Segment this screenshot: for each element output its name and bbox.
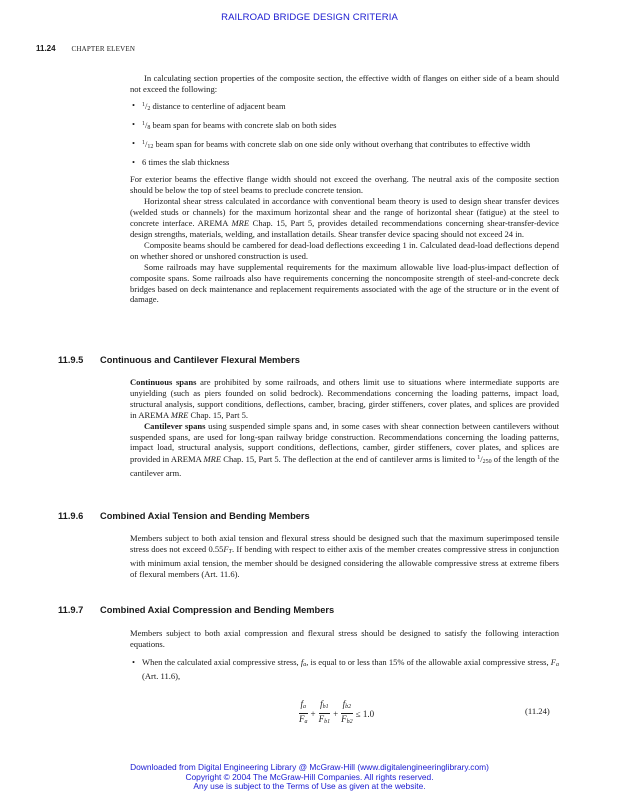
equation-term-axial: $\frac{f_a}{F_a}$ — [299, 699, 308, 725]
footer — [0, 763, 619, 792]
section-heading-11-9-7 — [58, 605, 334, 615]
list-item: • $^1/_2$ distance to centerline of adjacent beam — [132, 99, 286, 112]
equation-limit: ≤ 1.0 — [355, 708, 375, 719]
fraction-numerator: 1 — [142, 139, 145, 146]
intro-paragraph-1: In calculating section properties of the composite section, the effective width of flanges on either side of a beam should not exceed the following: — [130, 73, 559, 94]
section-title: Combined Axial Compression and Bending Members — [100, 605, 335, 615]
section-11-9-7-body — [130, 628, 559, 682]
fraction-numerator: 1 — [142, 101, 145, 108]
equation-number: (11.24) — [525, 706, 550, 716]
axial-compression-paragraph: Members subject to both axial compression and flexural stress should be designed to satisfy the following interaction equations. — [130, 628, 559, 649]
plus-sign: + — [333, 708, 339, 719]
footer-download-link[interactable]: Downloaded from Digital Engineering Library @ McGraw-Hill (www.digitalengineeringlibrary.com) — [130, 762, 489, 772]
footer-terms: Any use is subject to the Terms of Use as given at the website. — [193, 781, 426, 792]
axial-tension-paragraph: Members subject to both axial tension and flexural stress should be designed such that the maximum superimposed tensile stress does not exceed $0.55F_T$. If bending with respect to either axis of the member creates compressive stress in conjunction with minimum axial tension, the member should be designed considering the allowable compressive stress at extreme fibers of flexural members (Art. 11.6). — [130, 533, 559, 579]
section-heading-11-9-6 — [58, 511, 310, 521]
intro-paragraph-2: For exterior beams the effective flange width should not exceed the overhang. The neutral axis of the composite section should be below the top of steel beams to preclude concrete tension. — [130, 174, 559, 196]
running-header — [36, 44, 135, 53]
intro-block — [130, 73, 559, 305]
section-title: Combined Axial Tension and Bending Members — [100, 511, 310, 521]
intro-paragraph-3: Horizontal shear stress calculated in accordance with conventional beam theory is used to design shear transfer devices (welded studs or channels) for the maximum horizontal shear and the range of horizontal shear (fatigue) at the steel to concrete interface. AREMA MRE Chap. 15, Part 5, provides detailed recommendations concerning shear-transfer-device design strengths, materials, welding, and installation details. Shear transfer device spacing should not exceed 24 in. — [130, 196, 559, 239]
list-item: • When the calculated axial compressive stress, $f_a$, is equal to or less than 15% of the allowable axial compressive stress, $F_a$ (Art. 11.6), — [132, 656, 559, 681]
section-number: 11.9.7 — [58, 605, 84, 615]
flange-width-list — [130, 100, 559, 168]
list-item: • $^1/_8$ beam span for beams with concrete slab on both sides — [132, 118, 337, 131]
page-number: 11.24 — [36, 44, 56, 53]
plus-sign: + — [310, 708, 316, 719]
section-heading-11-9-5 — [58, 355, 300, 365]
section-title: Continuous and Cantilever Flexural Members — [100, 355, 300, 365]
section-11-9-6-body — [130, 533, 559, 580]
fraction-denominator: 12 — [147, 143, 154, 150]
section-number: 11.9.5 — [58, 355, 84, 365]
section-11-9-5-body — [130, 377, 559, 479]
list-item-text: beam span for beams with concrete slab on both sides — [150, 119, 337, 130]
list-item-text: 6 times the slab thickness — [142, 156, 230, 167]
section-number: 11.9.6 — [58, 511, 84, 521]
continuous-spans-paragraph: Continuous spans are prohibited by some railroads, and others limit use to situations where intermediate supports are unyielding (such as piers founded on solid bedrock). Recommendations concerning the loading patterns, impact load, structural analysis, support conditions, deflections, camber, bracing, girder stiffeners, cover plates, and splices are provided in AREMA MRE Chap. 15, Part 5. — [130, 377, 559, 420]
footer-copyright: Copyright © 2004 The McGraw-Hill Companies. All rights reserved. — [185, 771, 434, 782]
fraction-denominator: 2 — [147, 105, 151, 112]
list-item: • 6 times the slab thickness — [132, 156, 230, 167]
list-item: • $^1/_{12}$ beam span for beams with concrete slab on one side only without overhang that contributes to effective width — [132, 137, 531, 150]
fraction-numerator: 1 — [142, 120, 145, 127]
intro-paragraph-4: Composite beams should be cambered for dead-load deflections exceeding 1 in. Calculated dead-load deflections depend on whether shored or unshored construction is used. — [130, 239, 559, 261]
equation-term-bending-2: $\frac{f_{b2}}{F_{b2}}$ — [341, 699, 353, 725]
cantilever-spans-paragraph: Cantilever spans using suspended simple spans and, in some cases with shear connection between cantilevers without suspended spans, are used for long-span railway bridge construction. Recommendations concerning the loading patterns, impact load, structural analysis, support conditions, deflections, camber, girder stiffeners, cover plates, and splices are provided in AREMA MRE Chap. 15, Part 5. The deflection at the end of cantilever arms is limited to $^1/_{250}$ of the length of the cantilever arm. — [130, 420, 559, 479]
equation-term-bending-1: $\frac{f_{b1}}{F_{b1}}$ — [318, 699, 331, 725]
banner-title: RAILROAD BRIDGE DESIGN CRITERIA — [221, 12, 398, 23]
intro-paragraph-5: Some railroads may have supplemental requirements for the maximum allowable live load-plus-impact deflection of composite spans. Some railroads also have requirements concerning the noncomposite strength of steel-and-concrete deck bridges based on deck maintenance and replacement requirements associated with the age of the structure or in the event of damage. — [130, 261, 559, 305]
interaction-equation — [298, 699, 376, 728]
list-item-text: beam span for beams with concrete slab on one side only without overhang that contributes to effective width — [153, 138, 531, 149]
chapter-title: CHAPTER ELEVEN — [71, 45, 136, 53]
list-item-text: distance to centerline of adjacent beam — [150, 100, 286, 111]
fraction-denominator: 8 — [147, 124, 151, 131]
